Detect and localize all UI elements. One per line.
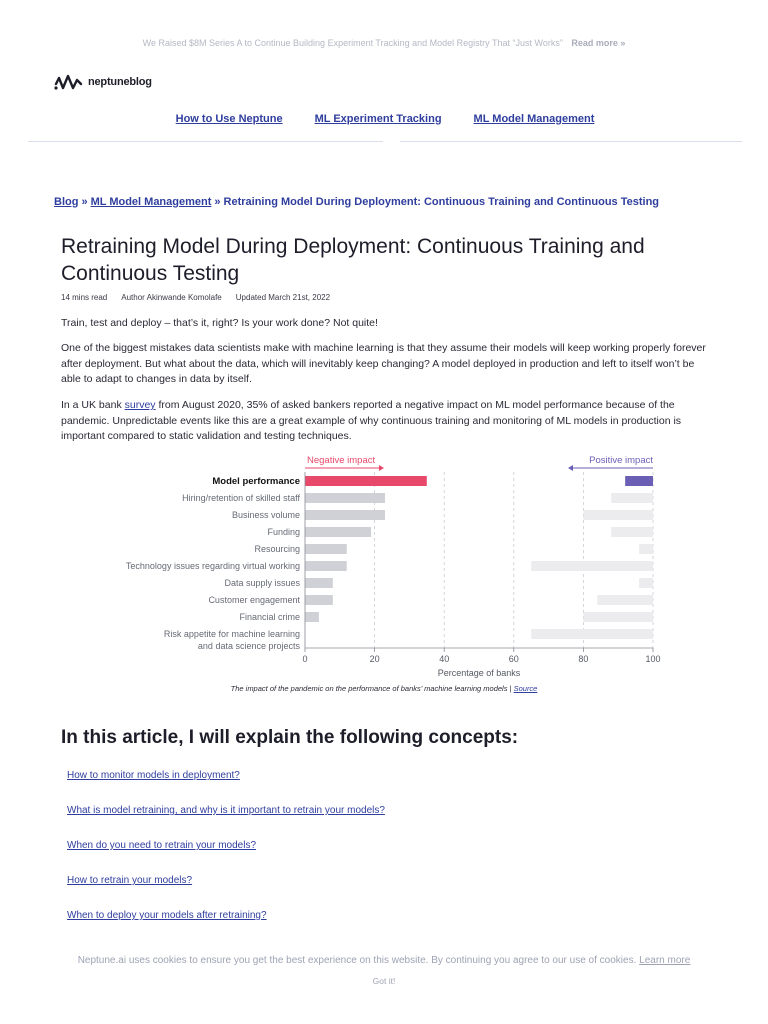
arrow-left-icon: [568, 465, 573, 471]
negative-bar: [305, 544, 347, 554]
negative-bar: [305, 493, 385, 503]
cookie-learn-more-link[interactable]: Learn more: [639, 955, 691, 966]
category-label: Data supply issues: [224, 578, 300, 588]
positive-bar: [639, 578, 653, 588]
toc-link-when-retrain[interactable]: When do you need to retrain your models?: [67, 840, 256, 851]
cookie-got-it-button[interactable]: Got it!: [372, 976, 396, 986]
category-label: Financial crime: [239, 612, 300, 622]
announcement-bar: [0, 38, 768, 48]
neptune-wave-icon: [54, 72, 84, 92]
category-label: Business volume: [231, 510, 300, 520]
category-label: Resourcing: [254, 544, 300, 554]
category-label: Hiring/retention of skilled staff: [182, 493, 300, 503]
category-label: Funding: [267, 527, 300, 537]
cookie-banner: [0, 955, 768, 966]
category-label: Customer engagement: [208, 595, 300, 605]
positive-impact-label: Positive impact: [589, 455, 653, 466]
author: Author Akinwande Komolafe: [121, 293, 222, 302]
paragraph-mistakes: One of the biggest mistakes data scientists make with machine learning is that they assume their models will keep working properly forever after deployment. But what about the data, which will inevitably keep changing? A model deployed in production and left to itself won’t be able to adapt to changes in data by itself.: [61, 342, 706, 385]
toc-link-monitor[interactable]: How to monitor models in deployment?: [67, 770, 240, 781]
survey-text-before: In a UK bank: [61, 399, 125, 411]
nav-ml-model-management[interactable]: ML Model Management: [473, 113, 595, 125]
nav-how-to-use-neptune[interactable]: How to Use Neptune: [175, 113, 283, 125]
breadcrumb-blog[interactable]: Blog: [54, 196, 79, 208]
article-title: Retraining Model During Deployment: Continuous Training and Continuous Testing: [61, 235, 645, 285]
x-tick-label: 80: [578, 654, 589, 664]
nav-divider-right: [400, 141, 742, 142]
positive-bar: [597, 595, 653, 605]
arrow-right-icon: [379, 465, 384, 471]
positive-bar: [531, 629, 653, 639]
positive-bar: [639, 544, 653, 554]
negative-bar: [305, 612, 319, 622]
x-tick-label: 40: [439, 654, 450, 664]
read-more-link[interactable]: Read more »: [571, 38, 626, 48]
x-tick-label: 100: [645, 654, 661, 664]
article-meta: [61, 293, 330, 302]
announcement-text: We Raised $8M Series A to Continue Building Experiment Tracking and Model Registry That “Just Works”: [142, 38, 563, 48]
positive-bar: [611, 493, 653, 503]
negative-impact-label: Negative impact: [307, 455, 376, 466]
toc-link-retraining[interactable]: What is model retraining, and why is it important to retrain your models?: [67, 805, 385, 816]
read-time: 14 mins read: [61, 293, 108, 302]
cookie-text: Neptune.ai uses cookies to ensure you get the best experience on this website. By continuing you agree to our use of cookies.: [77, 955, 640, 966]
logo-text: neptuneblog: [88, 76, 152, 88]
updated-date: Updated March 21st, 2022: [235, 293, 331, 302]
positive-bar: [583, 612, 653, 622]
negative-bar: [305, 527, 371, 537]
intro-paragraph: Train, test and deploy – that’s it, right? Is your work done? Not quite!: [61, 317, 378, 329]
category-label: Model performance: [212, 476, 300, 487]
breadcrumb-current: Retraining Model During Deployment: Continuous Training and Continuous Testing: [223, 196, 660, 208]
positive-bar: [611, 527, 653, 537]
positive-bar: [625, 476, 653, 486]
breadcrumb: [54, 196, 659, 208]
breadcrumb-separator: »: [214, 196, 221, 208]
positive-bar: [531, 561, 653, 571]
negative-bar: [305, 510, 385, 520]
category-label: Technology issues regarding virtual working: [125, 561, 300, 571]
breadcrumb-category[interactable]: ML Model Management: [90, 196, 212, 208]
main-nav: [0, 113, 768, 125]
caption-text: The impact of the pandemic on the performance of banks’ machine learning models |: [230, 684, 514, 693]
negative-bar: [305, 561, 347, 571]
x-axis-label: Percentage of banks: [437, 668, 521, 678]
bank-ml-impact-chart: [100, 450, 670, 682]
nav-divider-left: [28, 141, 383, 142]
survey-text-after: from August 2020, 35% of asked bankers reported a negative impact on ML model performance because of the pandemic. Unpredictable events like this are a great example of why continuous training and monitoring of ML models in production is important compared to static validation and testing techniques.: [61, 399, 682, 442]
category-label: and data science projects: [197, 641, 300, 651]
negative-bar: [305, 595, 333, 605]
negative-bar: [305, 578, 333, 588]
paragraph-survey: [61, 398, 711, 445]
x-tick-label: 20: [369, 654, 380, 664]
negative-bar: [305, 476, 427, 486]
chart-caption: [0, 684, 768, 693]
toc-link-how-retrain[interactable]: How to retrain your models?: [67, 875, 193, 886]
x-tick-label: 0: [302, 654, 308, 664]
nav-ml-experiment-tracking[interactable]: ML Experiment Tracking: [314, 113, 442, 125]
category-label: Risk appetite for machine learning: [163, 629, 300, 639]
breadcrumb-separator: »: [81, 196, 88, 208]
positive-bar: [583, 510, 653, 520]
section-title: In this article, I will explain the following concepts:: [61, 727, 519, 748]
neptune-logo[interactable]: [54, 72, 152, 92]
x-tick-label: 60: [508, 654, 519, 664]
survey-link[interactable]: survey: [124, 399, 156, 411]
toc-link-when-deploy[interactable]: When to deploy your models after retraining?: [67, 910, 267, 921]
caption-source-link[interactable]: Source: [513, 684, 538, 693]
